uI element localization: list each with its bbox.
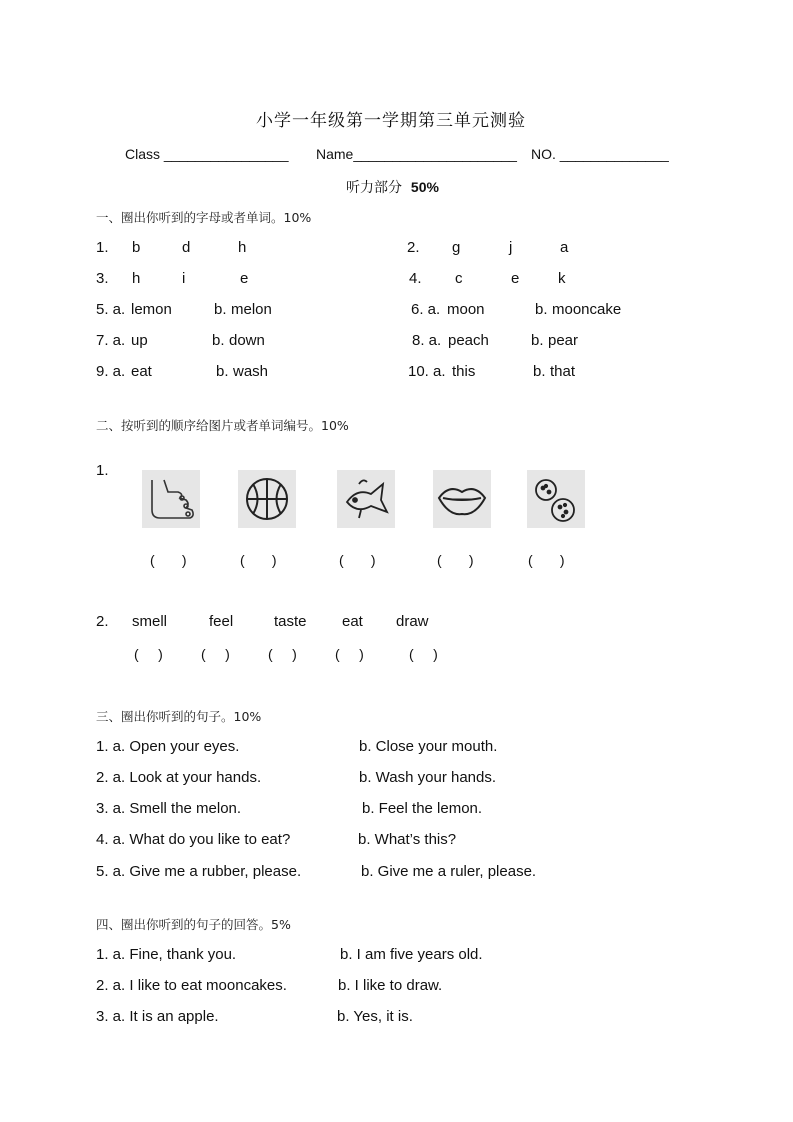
part1-item-6-number: 6. a. <box>411 301 441 318</box>
part1-item-5-number: 5. a. <box>96 301 126 318</box>
word-5-answer-blank[interactable]: ( ) <box>409 646 438 662</box>
listening-label: 听力部分 <box>346 180 402 196</box>
fish-icon <box>337 470 395 528</box>
part1-item-3-opt-1[interactable]: h <box>132 270 141 287</box>
part3-item-5-a[interactable]: 5. a. Give me a rubber, please. <box>96 863 302 880</box>
part1-item-4-opt-3[interactable]: k <box>558 270 566 287</box>
word-3-answer-blank[interactable]: ( ) <box>268 646 297 662</box>
part3-item-2-b[interactable]: b. Wash your hands. <box>359 769 497 786</box>
part1-item-6-b[interactable]: mooncake <box>552 301 622 318</box>
part1-item-1-opt-1[interactable]: b <box>132 239 141 256</box>
part1-item-9-b-label: b. <box>216 363 229 380</box>
part3-item-1-b[interactable]: b. Close your mouth. <box>359 738 498 755</box>
part1-item-2-opt-1[interactable]: g <box>452 239 461 256</box>
part1-item-6-a[interactable]: moon <box>447 301 485 318</box>
part1-item-9-a[interactable]: eat <box>131 363 152 380</box>
cookies-picture <box>527 470 585 528</box>
word-1-answer-blank[interactable]: ( ) <box>134 646 163 662</box>
part1-item-3-opt-3[interactable]: e <box>240 270 249 287</box>
ball-picture <box>238 470 296 528</box>
part3-item-4-a[interactable]: 4. a. What do you like to eat? <box>96 831 291 848</box>
part1-item-7-a[interactable]: up <box>131 332 148 349</box>
picture-4-answer-blank[interactable]: ( ) <box>437 552 474 568</box>
part3-heading: 三、圈出你听到的句子。10% <box>96 709 262 724</box>
part1-item-6-b-label: b. <box>535 301 548 318</box>
part1-item-3-number: 3. <box>96 270 109 287</box>
part4-item-3-a[interactable]: 3. a. It is an apple. <box>96 1008 219 1025</box>
part4-item-2-b[interactable]: b. I like to draw. <box>338 977 443 994</box>
page-title: 小学一年级第一学期第三单元测验 <box>256 111 526 131</box>
word-4-answer-blank[interactable]: ( ) <box>335 646 364 662</box>
lips-icon <box>433 470 491 528</box>
part3-item-4-b[interactable]: b. What’s this? <box>358 831 457 848</box>
part3-item-1-a[interactable]: 1. a. Open your eyes. <box>96 738 240 755</box>
part1-item-10-a[interactable]: this <box>452 363 476 380</box>
part1-item-10-b-label: b. <box>533 363 546 380</box>
picture-5-answer-blank[interactable]: ( ) <box>528 552 565 568</box>
number-field[interactable]: NO. ______________ <box>531 146 669 162</box>
part1-item-10-number: 10. a. <box>408 363 446 380</box>
lips-picture <box>433 470 491 528</box>
foot-picture <box>142 470 200 528</box>
part1-heading: 一、圈出你听到的字母或者单词。10% <box>96 210 312 225</box>
part1-item-1-opt-2[interactable]: d <box>182 239 191 256</box>
part1-item-7-number: 7. a. <box>96 332 126 349</box>
word-draw: draw <box>396 613 429 630</box>
listening-percent: 50% <box>410 179 439 195</box>
part1-item-8-a[interactable]: peach <box>448 332 489 349</box>
word-eat: eat <box>342 613 363 630</box>
part1-item-4-opt-1[interactable]: c <box>455 270 463 287</box>
part1-item-1-opt-3[interactable]: h <box>238 239 247 256</box>
part1-item-7-b[interactable]: down <box>229 332 265 349</box>
part1-item-2-opt-2[interactable]: j <box>509 239 513 256</box>
part1-item-5-b[interactable]: melon <box>231 301 272 318</box>
class-field[interactable]: Class ________________ <box>125 146 289 162</box>
basketball-icon <box>238 470 296 528</box>
part1-item-9-number: 9. a. <box>96 363 126 380</box>
part2-question-2-number: 2. <box>96 613 109 630</box>
part1-item-7-b-label: b. <box>212 332 225 349</box>
foot-icon <box>142 470 200 528</box>
part1-item-3-opt-2[interactable]: i <box>182 270 186 287</box>
picture-3-answer-blank[interactable]: ( ) <box>339 552 376 568</box>
part2-question-1-number: 1. <box>96 462 109 479</box>
part4-item-1-a[interactable]: 1. a. Fine, thank you. <box>96 946 237 963</box>
part1-item-5-a[interactable]: lemon <box>131 301 172 318</box>
word-2-answer-blank[interactable]: ( ) <box>201 646 230 662</box>
part1-item-10-b[interactable]: that <box>550 363 576 380</box>
part3-item-3-a[interactable]: 3. a. Smell the melon. <box>96 800 242 817</box>
part1-item-8-number: 8. a. <box>412 332 442 349</box>
part1-item-2-opt-3[interactable]: a <box>560 239 569 256</box>
cookies-icon <box>527 470 585 528</box>
picture-2-answer-blank[interactable]: ( ) <box>240 552 277 568</box>
part3-item-3-b[interactable]: b. Feel the lemon. <box>362 800 483 817</box>
word-feel: feel <box>209 613 234 630</box>
part3-item-5-b[interactable]: b. Give me a ruler, please. <box>361 863 537 880</box>
part3-item-2-a[interactable]: 2. a. Look at your hands. <box>96 769 262 786</box>
part4-heading: 四、圈出你听到的句子的回答。5% <box>96 917 291 932</box>
word-smell: smell <box>132 613 168 630</box>
part4-item-1-b[interactable]: b. I am five years old. <box>340 946 483 963</box>
part2-heading: 二、按听到的顺序给图片或者单词编号。10% <box>96 418 349 433</box>
name-field[interactable]: Name_____________________ <box>316 146 517 162</box>
part1-item-4-opt-2[interactable]: e <box>511 270 520 287</box>
listening-section-title <box>346 177 439 197</box>
part1-item-1-number: 1. <box>96 239 109 256</box>
part1-item-9-b[interactable]: wash <box>233 363 269 380</box>
part1-item-4-number: 4. <box>409 270 422 287</box>
part1-item-8-b[interactable]: pear <box>548 332 579 349</box>
fish-picture <box>337 470 395 528</box>
part4-item-2-a[interactable]: 2. a. I like to eat mooncakes. <box>96 977 287 994</box>
part4-item-3-b[interactable]: b. Yes, it is. <box>337 1008 413 1025</box>
part1-item-5-b-label: b. <box>214 301 227 318</box>
picture-1-answer-blank[interactable]: ( ) <box>150 552 187 568</box>
part1-item-2-number: 2. <box>407 239 420 256</box>
part1-item-8-b-label: b. <box>531 332 544 349</box>
word-taste: taste <box>274 613 307 630</box>
